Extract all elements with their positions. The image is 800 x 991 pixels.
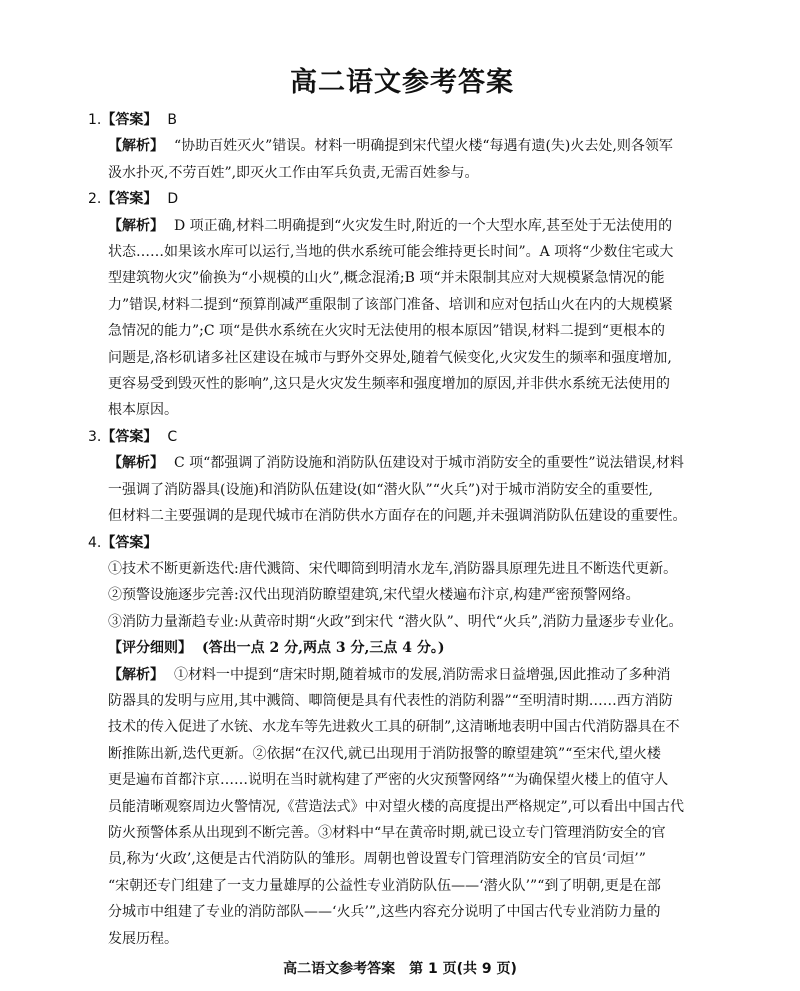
text-line (88, 556, 716, 582)
text-line (88, 609, 716, 635)
page-footer: 高二语文参考答案 第 1 页(共 9 页) (283, 961, 517, 977)
question-heading (88, 186, 716, 212)
labeled-line (88, 635, 716, 661)
question-number: 4. (88, 534, 102, 551)
section-tag: 【解析】 (108, 666, 164, 683)
line-text: ③消防力量渐趋专业:从黄帝时期“火政”到宋代 “潜火队”、明代“火兵”,消防力量逐步专业化。 (108, 613, 683, 630)
section-tag: 【解析】 (108, 138, 164, 155)
answer-body (88, 107, 716, 952)
text-line (88, 239, 716, 265)
text-line (88, 265, 716, 291)
line-text: “协助百姓灭火”错误。材料一明确提到宋代望火楼“每遇有遗(失)火去处,则各领军 (174, 138, 673, 155)
question-number: 2. (88, 191, 102, 208)
text-line (88, 899, 716, 925)
line-text: B (167, 112, 177, 128)
section-tag: 【答案】 (101, 191, 158, 208)
text-line (88, 371, 716, 397)
line-text: 问题是,洛杉矶诸多社区建设在城市与野外交界处,随着气候变化,火灾发生的频率和强度增加, (108, 349, 672, 366)
line-text: 员能清晰观察周边火警情况,《营造法式》中对望火楼的高度提出严格规定”,可以看出中国古代 (108, 798, 685, 815)
line-text: ①技术不断更新迭代:唐代溅筒、宋代唧筒到明清水龙车,消防器具原理先进且不断迭代更新。 (108, 560, 678, 577)
line-text: 状态……如果该水库可以运行,当地的供水系统可能会维持更长时间”。A 项将“少数住宅或大 (108, 244, 674, 261)
line-text: D (167, 191, 179, 208)
text-line (88, 741, 716, 767)
line-text: 根本原因。 (108, 402, 178, 419)
line-text: 更容易受到毁灭性的影响”,这只是火灾发生频率和强度增加的原因,并非供水系统无法使用的 (108, 376, 671, 393)
line-text: 断推陈出新,迭代更新。②依据“在汉代,就已出现用于消防报警的瞭望建筑”“至宋代,望火楼 (108, 745, 661, 762)
section-tag: 【评分细则】 (108, 640, 192, 657)
text-line (88, 345, 716, 371)
labeled-line (88, 450, 716, 476)
line-text: 发展历程。 (108, 930, 178, 947)
text-line (88, 477, 716, 503)
labeled-line (88, 213, 716, 239)
labeled-line (88, 133, 716, 159)
line-text: 员,称为‘火政’,这便是古代消防队的雏形。周朝也曾设置专门管理消防安全的官员‘司烜’” (108, 851, 646, 868)
text-line (88, 926, 716, 952)
line-text: 急情况的能力”;C 项“是供水系统在火灾时无法使用的根本原因”错误,材料二提到“更根本的 (108, 323, 665, 340)
labeled-line (88, 662, 716, 688)
line-text: 技术的传入促进了水铳、水龙车等先进救火工具的研制”,这清晰地表明中国古代消防器具在不 (108, 719, 680, 736)
section-tag: 【答案】 (101, 428, 158, 445)
question-number: 3. (88, 428, 102, 445)
line-text: 型建筑物火灾”偷换为“小规模的山火”,概念混淆;B 项“并未限制其应对大规模紧急情况的能 (108, 270, 665, 287)
section-tag: 【解析】 (108, 455, 164, 472)
line-text: ②预警设施逐步完善:汉代出现消防瞭望建筑,宋代望火楼遍布汴京,构建严密预警网络。 (108, 587, 640, 604)
text-line (88, 846, 716, 872)
section-tag: 【解析】 (108, 217, 164, 234)
question-heading (88, 530, 716, 556)
text-line (88, 318, 716, 344)
line-text: (答出一点 2 分,两点 3 分,三点 4 分。) (202, 640, 445, 657)
line-text: 力”错误,材料二提到“预算削减严重限制了该部门准备、培训和应对包括山火在内的大规模紧 (108, 296, 673, 313)
line-text: C (167, 428, 178, 445)
line-text: ①材料一中提到“唐宋时期,随着城市的发展,消防需求日益增强,因此推动了多种消 (174, 666, 671, 683)
text-line (88, 688, 716, 714)
line-text: 分城市中组建了专业的消防部队——‘火兵’”,这些内容充分说明了中国古代专业消防力量的 (108, 904, 661, 921)
line-text: “宋朝还专门组建了一支力量雄厚的公益性专业消防队伍——‘潜火队’”“到了明朝,更是在部 (108, 877, 661, 894)
line-text: 防器具的发明与应用,其中溅筒、唧筒便是具有代表性的消防利器”“至明清时期……西方消防 (108, 692, 673, 709)
line-text: 防火预警体系从出现到不断完善。③材料中“早在黄帝时期,就已设立专门管理消防安全的官 (108, 824, 666, 841)
line-text: D 项正确,材料二明确提到“火灾发生时,附近的一个大型水库,甚至处于无法使用的 (174, 217, 673, 234)
line-text: 但材料二主要强调的是现代城市在消防供水方面存在的问题,并未强调消防队伍建设的重要性。 (108, 508, 687, 525)
question-number: 1. (88, 112, 102, 128)
section-tag: 【答案】 (101, 112, 158, 128)
section-tag: 【答案】 (101, 534, 158, 551)
text-line (88, 582, 716, 608)
text-line (88, 160, 716, 186)
line-text: C 项“都强调了消防设施和消防队伍建设对于城市消防安全的重要性”说法错误,材料 (174, 455, 684, 472)
question-heading (88, 424, 716, 450)
line-text: 一强调了消防器具(设施)和消防队伍建设(如“潜火队”“火兵”)对于城市消防安全的重要性, (108, 481, 653, 498)
text-line (88, 820, 716, 846)
text-line (88, 503, 716, 529)
page-title: 高二语文参考答案 (290, 67, 514, 98)
text-line (88, 767, 716, 793)
line-text: 更是遍布首都汴京……说明在当时就构建了严密的火灾预警网络”“为确保望火楼上的值守人 (108, 772, 669, 789)
text-line (88, 714, 716, 740)
line-text: 汲水扑灭,不劳百姓”,即灭火工作由军兵负责,无需百姓参与。 (108, 164, 479, 181)
text-line (88, 397, 716, 423)
text-line (88, 873, 716, 899)
text-line (88, 292, 716, 318)
text-line (88, 794, 716, 820)
question-heading (88, 107, 716, 133)
